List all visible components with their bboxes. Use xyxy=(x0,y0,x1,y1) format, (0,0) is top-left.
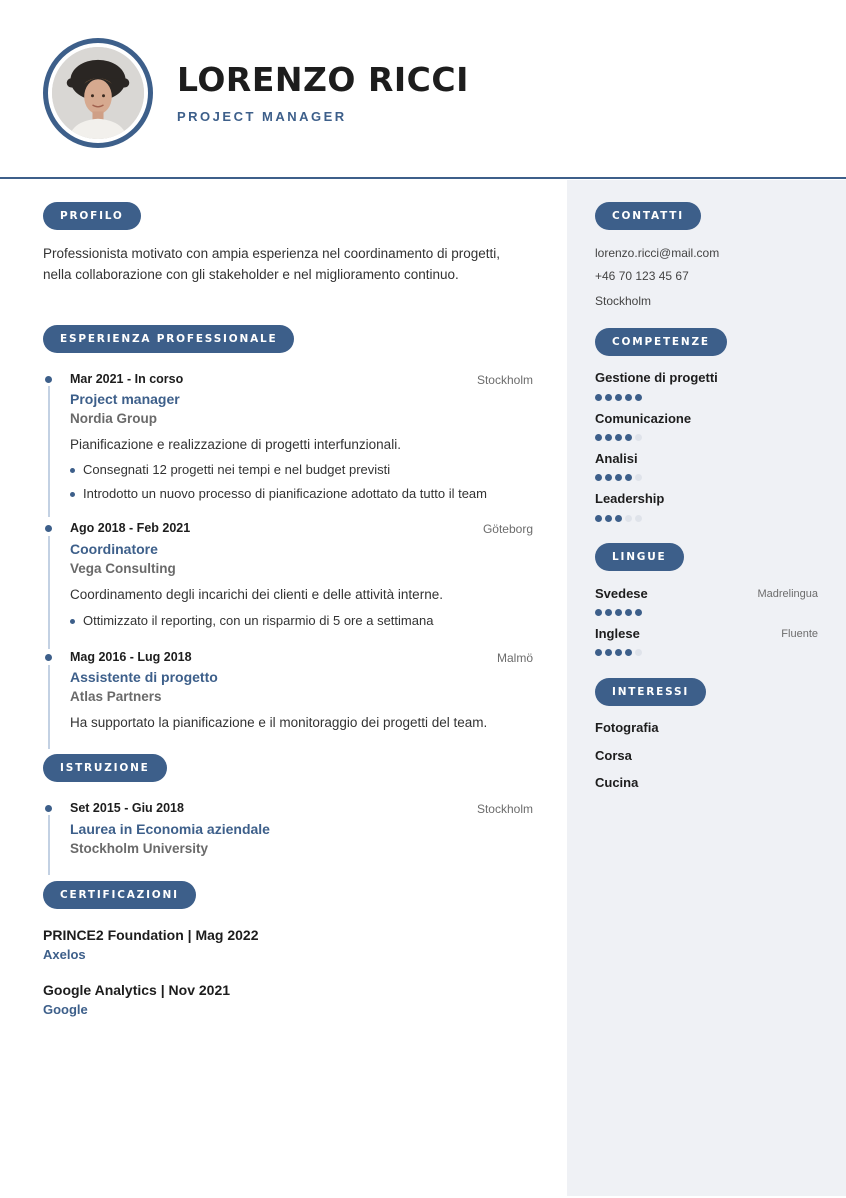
section-heading-education: ISTRUZIONE xyxy=(43,754,167,782)
rating-dot-filled xyxy=(595,474,602,481)
rating-dot-filled xyxy=(625,394,632,401)
rating-dot-filled xyxy=(615,434,622,441)
job-title: Assistente di progetto xyxy=(70,669,218,685)
resume-header xyxy=(0,0,846,179)
skill-name: Analisi xyxy=(595,451,638,466)
section-heading-interests: INTERESSI xyxy=(595,678,706,706)
job-title: Project manager xyxy=(70,391,180,407)
rating-dot-empty xyxy=(635,649,642,656)
section-heading-skills: COMPETENZE xyxy=(595,328,727,356)
rating-dot-filled xyxy=(605,474,612,481)
timeline-dot xyxy=(45,805,52,812)
timeline-line xyxy=(48,536,50,649)
rating-dot-filled xyxy=(595,515,602,522)
education-degree: Laurea in Economia aziendale xyxy=(70,821,270,837)
rating-dot-filled xyxy=(605,609,612,616)
contact-city: Stockholm xyxy=(595,294,652,308)
language-name: Svedese xyxy=(595,586,648,601)
rating-dot-filled xyxy=(615,474,622,481)
skill-name: Leadership xyxy=(595,491,665,506)
rating-dot-empty xyxy=(635,515,642,522)
rating-dot-filled xyxy=(635,609,642,616)
rating-dot-filled xyxy=(595,434,602,441)
job-bullet: Consegnati 12 progetti nei tempi e nel budget previsti xyxy=(70,462,390,477)
certification-org: Axelos xyxy=(43,947,86,962)
job-company: Atlas Partners xyxy=(70,689,162,704)
interest-item: Fotografia xyxy=(595,720,659,735)
job-description: Coordinamento degli incarichi dei clienti e delle attività interne. xyxy=(70,587,443,602)
section-heading-profile: PROFILO xyxy=(43,202,141,230)
rating-dot-filled xyxy=(625,609,632,616)
rating-dot-filled xyxy=(625,649,632,656)
rating-dot-filled xyxy=(595,394,602,401)
education-date: Set 2015 - Giu 2018 xyxy=(70,801,184,815)
skill-name: Comunicazione xyxy=(595,411,692,426)
section-heading-languages: LINGUE xyxy=(595,543,684,571)
rating-dot-filled xyxy=(625,474,632,481)
portrait-image xyxy=(52,47,144,139)
job-location: Malmö xyxy=(496,651,533,665)
avatar xyxy=(43,38,153,148)
profile-photo xyxy=(52,47,144,139)
candidate-role: PROJECT MANAGER xyxy=(177,109,347,124)
rating-dot-filled xyxy=(615,649,622,656)
education-location: Stockholm xyxy=(476,802,533,816)
certification-org: Google xyxy=(43,1002,88,1017)
job-location: Stockholm xyxy=(476,373,533,387)
job-title: Coordinatore xyxy=(70,541,158,557)
certification-title: Google Analytics | Nov 2021 xyxy=(43,982,231,998)
job-date: Mar 2021 - In corso xyxy=(70,372,184,386)
rating-dot-filled xyxy=(595,649,602,656)
job-company: Vega Consulting xyxy=(70,561,176,576)
language-level: Madrelingua xyxy=(757,588,818,600)
rating-dot-filled xyxy=(605,434,612,441)
rating-dot-filled xyxy=(595,609,602,616)
skill-rating xyxy=(595,434,642,441)
profile-text: Professionista motivato con ampia esperienza nel coordinamento di progetti, nella collaborazione con gli stakeholder e nel miglioramento continuo. xyxy=(43,246,501,282)
skill-rating xyxy=(595,474,642,481)
section-heading-contacts: CONTATTI xyxy=(595,202,701,230)
job-description: Pianificazione e realizzazione di progetti interfunzionali. xyxy=(70,437,401,452)
contact-email[interactable]: lorenzo.ricci@mail.com xyxy=(595,246,720,260)
timeline-dot xyxy=(45,376,52,383)
rating-dot-empty xyxy=(625,515,632,522)
timeline-line xyxy=(48,815,50,875)
job-bullet: Ottimizzato il reporting, con un risparmio di 5 ore a settimana xyxy=(70,613,433,628)
language-level: Fluente xyxy=(781,628,818,640)
rating-dot-filled xyxy=(605,394,612,401)
language-name: Inglese xyxy=(595,626,640,641)
section-heading-experience: ESPERIENZA PROFESSIONALE xyxy=(43,325,294,353)
job-company: Nordia Group xyxy=(70,411,157,426)
rating-dot-filled xyxy=(625,434,632,441)
timeline-line xyxy=(48,386,50,517)
rating-dot-empty xyxy=(635,474,642,481)
job-bullet: Introdotto un nuovo processo di pianificazione adottato da tutto il team xyxy=(70,486,487,501)
rating-dot-filled xyxy=(615,394,622,401)
language-rating xyxy=(595,649,642,656)
timeline-dot xyxy=(45,654,52,661)
rating-dot-filled xyxy=(605,515,612,522)
language-rating xyxy=(595,609,642,616)
candidate-name: LORENZO RICCI xyxy=(177,60,469,99)
job-date: Ago 2018 - Feb 2021 xyxy=(70,521,191,535)
section-heading-certifications: CERTIFICAZIONI xyxy=(43,881,196,909)
skill-rating xyxy=(595,394,642,401)
contact-phone[interactable]: +46 70 123 45 67 xyxy=(595,269,689,283)
rating-dot-filled xyxy=(605,649,612,656)
rating-dot-empty xyxy=(635,434,642,441)
timeline-dot xyxy=(45,525,52,532)
rating-dot-filled xyxy=(615,609,622,616)
job-date: Mag 2016 - Lug 2018 xyxy=(70,650,192,664)
interest-item: Corsa xyxy=(595,748,632,763)
timeline-line xyxy=(48,665,50,749)
interest-item: Cucina xyxy=(595,775,639,790)
rating-dot-filled xyxy=(635,394,642,401)
skill-rating xyxy=(595,515,642,522)
education-school: Stockholm University xyxy=(70,841,209,856)
job-description: Ha supportato la pianificazione e il monitoraggio dei progetti del team. xyxy=(70,715,488,730)
rating-dot-filled xyxy=(615,515,622,522)
job-location: Göteborg xyxy=(482,522,533,536)
certification-title: PRINCE2 Foundation | Mag 2022 xyxy=(43,927,259,943)
skill-name: Gestione di progetti xyxy=(595,370,718,385)
